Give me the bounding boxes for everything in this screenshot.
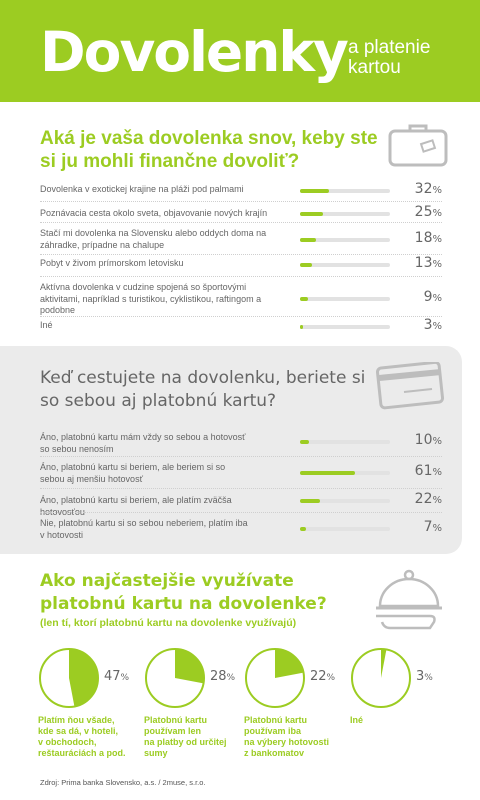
section1-bar: [300, 297, 308, 301]
section1-row-divider: [40, 222, 442, 223]
section1-bar: [300, 212, 323, 216]
section1-bar-track: [300, 325, 390, 329]
pie-value-label: 3%: [416, 669, 433, 684]
section1-value-label: 18%: [414, 230, 442, 246]
section1-value-label: 25%: [414, 204, 442, 220]
section1-row-label: Dovolenka v exotickej krajine na pláži pod palmami: [40, 184, 244, 194]
section2-row-divider: [40, 488, 442, 489]
section2-value-label: 22%: [414, 491, 442, 507]
section1-value-label: 3%: [423, 317, 442, 333]
credit-card-icon: [376, 362, 446, 410]
section2-bar-track: [300, 471, 390, 475]
section1-value-label: 13%: [414, 255, 442, 271]
section2-bar: [300, 471, 355, 475]
pie-category-label: Iné: [350, 715, 364, 725]
section2-bar: [300, 527, 306, 531]
section2-value-label: 61%: [414, 463, 442, 479]
section1-row-label: Stačí mi dovolenka na Slovensku alebo oddych doma na záhradke, prípadne na chalupe: [40, 228, 267, 250]
pie-slice: [69, 649, 98, 706]
section1-bar-track: [300, 263, 390, 267]
section1-value-label: 9%: [423, 289, 442, 305]
section1-bar-track: [300, 238, 390, 242]
section1-bar: [300, 325, 303, 329]
section1-bar: [300, 238, 316, 242]
pie-chart: [38, 647, 100, 709]
section1-row-label: Pobyt v živom prímorskom letovisku: [40, 258, 184, 268]
section1-row-divider: [40, 254, 442, 255]
section2-row-divider: [40, 456, 442, 457]
header-banner: [0, 0, 480, 102]
section1-row-divider: [40, 201, 442, 202]
pie-value-label: 22%: [310, 669, 336, 684]
section2-bar: [300, 440, 309, 444]
section2-row-label: Áno, platobnú kartu si beriem, ale platím zväčša hotovosťou: [40, 495, 232, 517]
section2-bar-track: [300, 499, 390, 503]
section2-value-label: 7%: [423, 519, 442, 535]
section1-row-label: Iné: [40, 320, 53, 330]
section2-row-divider: [40, 512, 442, 513]
section1-row-divider: [40, 316, 442, 317]
section1-value-label: 32%: [414, 181, 442, 197]
section3-subtitle: (len tí, ktorí platobnú kartu na dovolenke využívajú): [40, 617, 297, 629]
pie-value-label: 47%: [104, 669, 130, 684]
page-subtitle: a platenie kartou: [348, 37, 431, 78]
section1-bar-track: [300, 297, 390, 301]
section1-row-label: Aktívna dovolenka v cudzine spojená so športovými aktivitami, napríklad s turistikou, cyklistikou, raftingom a podobne: [40, 282, 262, 315]
pie-category-label: Platobnú kartu používam iba na výbery hotovosti z bankomatov: [244, 715, 330, 758]
section1-row-label: Poznávacia cesta okolo sveta, objavovanie nových krajín: [40, 208, 268, 218]
section1-bar: [300, 263, 312, 267]
pie-chart: [244, 647, 306, 709]
section3-title: Ako najčastejšie využívate platobnú kartu na dovolenke?: [40, 571, 327, 614]
suitcase-icon: [388, 122, 448, 168]
section2-bar-track: [300, 440, 390, 444]
section2-bar: [300, 499, 320, 503]
section1-bar-track: [300, 189, 390, 193]
serving-cloche-icon: [370, 568, 448, 634]
pie-category-label: Platobnú kartu používam len na platby od určitej sumy: [144, 715, 227, 758]
section1-row-divider: [40, 276, 442, 277]
pie-category-label: Platím ňou všade, kde sa dá, v hoteli, v obchodoch, reštauráciách a pod.: [38, 715, 126, 758]
section1-bar-track: [300, 212, 390, 216]
pie-chart: [144, 647, 206, 709]
page-title: Dovolenky: [40, 20, 347, 84]
section1-title: Aká je vaša dovolenka snov, keby ste si ju mohli finančne dovoliť?: [40, 128, 378, 172]
section2-value-label: 10%: [414, 432, 442, 448]
pie-chart: [350, 647, 412, 709]
section2-bar-track: [300, 527, 390, 531]
pie-slice: [175, 649, 204, 683]
pie-value-label: 28%: [210, 669, 236, 684]
section2-title: Keď cestujete na dovolenku, beriete si so sebou aj platobnú kartu?: [40, 368, 366, 411]
source-note: Zdroj: Prima banka Slovensko, a.s. / 2muse, s.r.o.: [40, 778, 206, 787]
section2-row-label: Áno, platobnú kartu mám vždy so sebou a hotovosť so sebou nenosím: [40, 432, 246, 454]
section2-row-label: Nie, platobnú kartu si so sebou neberiem, platím iba v hotovosti: [40, 518, 248, 540]
section2-row-label: Áno, platobnú kartu si beriem, ale beriem si so sebou aj menšiu hotovosť: [40, 462, 226, 484]
section1-bar: [300, 189, 329, 193]
